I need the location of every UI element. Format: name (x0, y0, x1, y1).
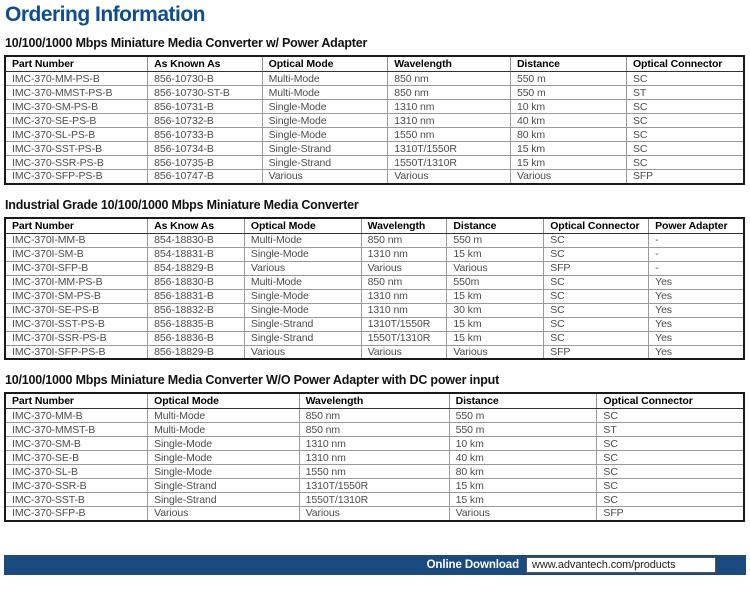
table-cell: 856-10730-ST-B (148, 86, 263, 100)
page-title: Ordering Information (5, 3, 205, 26)
table-cell: Various (244, 345, 361, 359)
table-cell: 40 km (449, 451, 597, 465)
column-header: Wavelength (361, 218, 447, 234)
column-header: Distance (510, 56, 626, 72)
table-cell: Yes (649, 345, 744, 359)
table-cell: 550m (447, 275, 544, 289)
table-cell: 850 nm (388, 72, 511, 86)
footer-bar (4, 555, 746, 575)
table-cell: Various (510, 170, 626, 184)
table-cell: 856-18832-B (148, 303, 245, 317)
sections-container (4, 36, 746, 522)
table-cell: 856-18829-B (148, 345, 245, 359)
table-cell: 15 km (447, 247, 544, 261)
table-cell: 80 km (510, 128, 626, 142)
table-cell: 850 nm (361, 233, 447, 247)
table-cell: Single-Strand (244, 331, 361, 345)
table-cell: SC (544, 331, 649, 345)
table-cell: 854-18829-B (148, 261, 245, 275)
table-cell: Single-Strand (244, 317, 361, 331)
online-download-label: Online Download (426, 559, 519, 571)
table-row (5, 72, 744, 86)
table-cell: 856-10731-B (148, 100, 263, 114)
table-cell: IMC-370-MMST-B (5, 423, 148, 437)
table-row (5, 317, 744, 331)
table-cell: 1310 nm (299, 437, 449, 451)
table-cell: Yes (649, 275, 744, 289)
column-header: Part Number (5, 56, 148, 72)
table-row (5, 142, 744, 156)
table-cell: 850 nm (361, 275, 447, 289)
table-cell: 15 km (447, 289, 544, 303)
table-cell: SC (544, 303, 649, 317)
table-cell: Yes (649, 317, 744, 331)
table-cell: IMC-370-SL-B (5, 465, 148, 479)
table-cell: Single-Mode (244, 247, 361, 261)
table-cell: 1310 nm (361, 247, 447, 261)
table-cell: SC (597, 437, 744, 451)
table-row (5, 128, 744, 142)
table-cell: IMC-370I-SM-PS-B (5, 289, 148, 303)
table-cell: - (649, 233, 744, 247)
table-cell: 850 nm (299, 409, 449, 423)
column-header: Optical Connector (626, 56, 744, 72)
column-header: Optical Connector (597, 393, 744, 409)
table-cell: SC (597, 451, 744, 465)
table-cell: SFP (544, 345, 649, 359)
table-cell: 1310 nm (388, 114, 511, 128)
table-cell: SFP (597, 507, 744, 521)
table-cell: Various (447, 345, 544, 359)
download-url[interactable]: www.advantech.com/products (532, 559, 676, 571)
header-row (5, 56, 744, 72)
table-row (5, 170, 744, 184)
table-cell: 856-10733-B (148, 128, 263, 142)
table-cell: 1550T/1310R (361, 331, 447, 345)
table-cell: 1550 nm (299, 465, 449, 479)
table-cell: IMC-370-SE-PS-B (5, 114, 148, 128)
column-header: As Know As (148, 218, 245, 234)
section (4, 36, 746, 185)
table-cell: IMC-370-SST-PS-B (5, 142, 148, 156)
table-cell: 856-10730-B (148, 72, 263, 86)
table-cell: 10 km (510, 100, 626, 114)
table-row (5, 345, 744, 359)
table-cell: IMC-370-SFP-B (5, 507, 148, 521)
table-cell: 1310T/1550R (299, 479, 449, 493)
table-cell: IMC-370-SST-B (5, 493, 148, 507)
table-cell: 1310 nm (361, 303, 447, 317)
table-cell: SC (544, 289, 649, 303)
table-cell: Single-Strand (148, 493, 299, 507)
table-cell: 550 m (449, 423, 597, 437)
table-cell: Multi-Mode (244, 275, 361, 289)
table-cell: 550 m (447, 233, 544, 247)
table-cell: 15 km (449, 493, 597, 507)
table-cell: IMC-370-MM-PS-B (5, 72, 148, 86)
table-cell: Yes (649, 289, 744, 303)
table-cell: Single-Mode (148, 465, 299, 479)
table-cell: 1310T/1550R (388, 142, 511, 156)
table-cell: Yes (649, 303, 744, 317)
table-cell: IMC-370-SM-B (5, 437, 148, 451)
table-cell: IMC-370I-SE-PS-B (5, 303, 148, 317)
column-header: Distance (449, 393, 597, 409)
table-row (5, 303, 744, 317)
table-row (5, 409, 744, 423)
table-cell: 15 km (449, 479, 597, 493)
table-row (5, 114, 744, 128)
column-header: Distance (447, 218, 544, 234)
table-row (5, 493, 744, 507)
table-cell: 1310 nm (388, 100, 511, 114)
table-cell: Various (262, 170, 388, 184)
table-cell: 856-18830-B (148, 275, 245, 289)
column-header: Power Adapter (649, 218, 744, 234)
table-cell: 1550T/1310R (388, 156, 511, 170)
table-row (5, 507, 744, 521)
table-cell: 1310 nm (361, 289, 447, 303)
table-cell: 850 nm (299, 423, 449, 437)
section-heading: 10/100/1000 Mbps Miniature Media Converter w/ Power Adapter (5, 36, 368, 50)
column-header: Wavelength (388, 56, 511, 72)
table-row (5, 247, 744, 261)
column-header: As Known As (148, 56, 263, 72)
table-cell: SC (626, 128, 744, 142)
column-header: Wavelength (299, 393, 449, 409)
table-cell: 10 km (449, 437, 597, 451)
table-cell: Multi-Mode (244, 233, 361, 247)
table-cell: SC (544, 247, 649, 261)
ordering-table (4, 217, 745, 361)
table-cell: Single-Mode (244, 289, 361, 303)
table-cell: 856-10747-B (148, 170, 263, 184)
table-cell: 856-10734-B (148, 142, 263, 156)
section (4, 373, 746, 522)
table-cell: IMC-370-SE-B (5, 451, 148, 465)
table-cell: 1310T/1550R (361, 317, 447, 331)
table-cell: IMC-370-MMST-PS-B (5, 86, 148, 100)
table-cell: Various (361, 345, 447, 359)
table-cell: IMC-370-SM-PS-B (5, 100, 148, 114)
table-row (5, 275, 744, 289)
table-cell: SC (544, 317, 649, 331)
table-cell: Various (244, 261, 361, 275)
table-cell: Single-Strand (262, 156, 388, 170)
table-cell: Multi-Mode (148, 423, 299, 437)
table-row (5, 100, 744, 114)
column-header: Optical Connector (544, 218, 649, 234)
table-cell: Single-Mode (244, 303, 361, 317)
column-header: Optical Mode (148, 393, 299, 409)
section (4, 198, 746, 361)
table-cell: 856-18836-B (148, 331, 245, 345)
table-cell: Single-Mode (148, 451, 299, 465)
table-cell: IMC-370-SL-PS-B (5, 128, 148, 142)
table-cell: Multi-Mode (148, 409, 299, 423)
table-cell: 854-18831-B (148, 247, 245, 261)
table-cell: Single-Mode (148, 437, 299, 451)
column-header: Optical Mode (262, 56, 388, 72)
table-cell: IMC-370-SSR-B (5, 479, 148, 493)
table-cell: 40 km (510, 114, 626, 128)
table-cell: SC (626, 100, 744, 114)
table-cell: ST (626, 86, 744, 100)
table-cell: Various (148, 507, 299, 521)
table-cell: - (649, 261, 744, 275)
table-cell: 550 m (510, 86, 626, 100)
table-cell: Multi-Mode (262, 86, 388, 100)
table-cell: IMC-370I-SSR-PS-B (5, 331, 148, 345)
table-cell: 1310 nm (299, 451, 449, 465)
table-cell: Various (449, 507, 597, 521)
table-cell: Single-Strand (262, 142, 388, 156)
table-cell: 30 km (447, 303, 544, 317)
table-cell: IMC-370I-MM-B (5, 233, 148, 247)
ordering-table (4, 55, 745, 185)
table-cell: Various (388, 170, 511, 184)
table-cell: Yes (649, 331, 744, 345)
table-cell: SC (597, 465, 744, 479)
table-cell: IMC-370I-SST-PS-B (5, 317, 148, 331)
table-row (5, 86, 744, 100)
table-cell: 854-18830-B (148, 233, 245, 247)
table-cell: SC (597, 409, 744, 423)
table-cell: 15 km (447, 331, 544, 345)
table-row (5, 261, 744, 275)
table-row (5, 437, 744, 451)
table-row (5, 451, 744, 465)
table-cell: SC (626, 114, 744, 128)
table-cell: Single-Mode (262, 114, 388, 128)
table-row (5, 479, 744, 493)
download-url-box[interactable] (526, 557, 716, 573)
table-cell: IMC-370-SFP-PS-B (5, 170, 148, 184)
table-cell: SC (544, 233, 649, 247)
table-cell: 15 km (510, 142, 626, 156)
table-row (5, 465, 744, 479)
section-heading: Industrial Grade 10/100/1000 Mbps Miniature Media Converter (5, 197, 359, 212)
table-cell: SFP (626, 170, 744, 184)
table-cell: Single-Mode (262, 100, 388, 114)
table-cell: IMC-370I-MM-PS-B (5, 275, 148, 289)
header-row (5, 218, 744, 234)
table-cell: Multi-Mode (262, 72, 388, 86)
column-header: Part Number (5, 218, 148, 234)
table-cell: IMC-370I-SFP-B (5, 261, 148, 275)
table-cell: 15 km (510, 156, 626, 170)
table-row (5, 233, 744, 247)
table-row (5, 289, 744, 303)
table-cell: 850 nm (388, 86, 511, 100)
table-cell: SC (626, 72, 744, 86)
table-cell: SC (626, 156, 744, 170)
table-cell: SC (597, 493, 744, 507)
table-row (5, 423, 744, 437)
table-cell: IMC-370I-SFP-PS-B (5, 345, 148, 359)
table-cell: 80 km (449, 465, 597, 479)
table-cell: 550 m (510, 72, 626, 86)
table-cell: - (649, 247, 744, 261)
column-header: Optical Mode (244, 218, 361, 234)
ordering-table (4, 392, 745, 522)
table-cell: SC (597, 479, 744, 493)
table-cell: 550 m (449, 409, 597, 423)
table-cell: IMC-370-SSR-PS-B (5, 156, 148, 170)
table-cell: Single-Mode (262, 128, 388, 142)
table-cell: 15 km (447, 317, 544, 331)
table-row (5, 331, 744, 345)
table-cell: 1550T/1310R (299, 493, 449, 507)
table-cell: 1550 nm (388, 128, 511, 142)
table-cell: 856-18835-B (148, 317, 245, 331)
header-row (5, 393, 744, 409)
table-cell: SC (626, 142, 744, 156)
table-cell: 856-18831-B (148, 289, 245, 303)
table-cell: 856-10735-B (148, 156, 263, 170)
table-cell: Various (299, 507, 449, 521)
table-cell: Various (447, 261, 544, 275)
table-cell: IMC-370-MM-B (5, 409, 148, 423)
table-row (5, 156, 744, 170)
column-header: Part Number (5, 393, 148, 409)
table-cell: IMC-370I-SM-B (5, 247, 148, 261)
table-cell: Single-Strand (148, 479, 299, 493)
table-cell: SFP (544, 261, 649, 275)
section-heading: 10/100/1000 Mbps Miniature Media Converter W/O Power Adapter with DC power input (5, 373, 500, 387)
table-cell: ST (597, 423, 744, 437)
table-cell: 856-10732-B (148, 114, 263, 128)
table-cell: Various (361, 261, 447, 275)
table-cell: SC (544, 275, 649, 289)
